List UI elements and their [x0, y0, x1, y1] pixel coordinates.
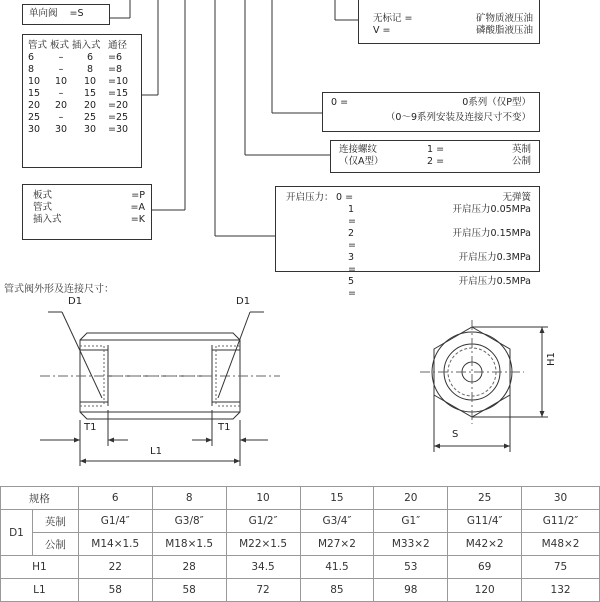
size-cell: 20 [83, 100, 97, 111]
imperial-cell: G3/4″ [300, 510, 374, 533]
size-cell: 8 [28, 64, 35, 75]
table-row [1, 533, 600, 556]
imperial-label-cell: 英制 [32, 510, 78, 533]
size-cell: 25 [83, 112, 97, 123]
table-row [1, 510, 600, 533]
size-cell: 20 [54, 100, 68, 111]
imperial-cell: G1/4″ [78, 510, 152, 533]
h1-label: H1 [546, 352, 557, 366]
header-cell: 规格 [1, 487, 79, 510]
table-row [1, 487, 600, 510]
metric-cell: M18×1.5 [152, 533, 226, 556]
pressure-code: 3 = [348, 252, 356, 275]
thread-code: 2 = [427, 156, 445, 167]
pressure-code: 0 = [336, 192, 354, 203]
imperial-cell: G11/4″ [448, 510, 522, 533]
size-cell: 20 [374, 487, 448, 510]
size-cell: 15 [28, 88, 41, 99]
l1-cell: 85 [300, 579, 374, 602]
metric-cell: M14×1.5 [78, 533, 152, 556]
metric-cell: M22×1.5 [226, 533, 300, 556]
l1-cell: 58 [78, 579, 152, 602]
check-valve-label: 单向阀 [29, 8, 58, 19]
size-cell: 15 [300, 487, 374, 510]
h1-cell: 41.5 [300, 556, 374, 579]
t1-right-label: T1 [218, 422, 231, 433]
metric-cell: M42×2 [448, 533, 522, 556]
h1-cell: 22 [78, 556, 152, 579]
l1-cell: 72 [226, 579, 300, 602]
h1-cell: 53 [374, 556, 448, 579]
mount-code: =A [130, 202, 145, 213]
mount-label: 插入式 [33, 214, 62, 225]
l1-label: L1 [150, 446, 162, 457]
pressure-desc: 开启压力0.5MPa [458, 276, 531, 287]
h1-label-cell: H1 [1, 556, 79, 579]
size-cell: 6 [86, 52, 94, 63]
imperial-cell: G3/8″ [152, 510, 226, 533]
size-cell: 20 [28, 100, 41, 111]
l1-cell: 132 [522, 579, 600, 602]
size-cell: 10 [54, 76, 68, 87]
d1-cell: D1 [1, 510, 33, 556]
s-label: S [452, 429, 459, 440]
size-cell: 10 [28, 76, 41, 87]
l1-cell: 58 [152, 579, 226, 602]
mount-label: 板式 [33, 190, 53, 201]
end-view-arrows [434, 327, 545, 449]
size-header: 通径 [108, 40, 128, 51]
size-cell: 30 [54, 124, 68, 135]
size-cell: 15 [83, 88, 97, 99]
mount-code: =K [130, 214, 145, 225]
spec-table [0, 486, 600, 602]
table-row [1, 556, 600, 579]
l1-cell: 120 [448, 579, 522, 602]
size-cell: 25 [28, 112, 41, 123]
metric-label-cell: 公制 [32, 533, 78, 556]
series-zero: 0 = [331, 97, 349, 108]
mount-code: =P [131, 190, 145, 201]
series-label: 0系列（仅P型） [462, 97, 531, 108]
pressure-desc: 开启压力0.15MPa [452, 228, 531, 239]
size-cell: =6 [108, 52, 123, 63]
pressure-desc: 开启压力0.05MPa [452, 204, 531, 215]
h1-cell: 75 [522, 556, 600, 579]
size-cell: 30 [83, 124, 97, 135]
size-header: 管式 [28, 40, 48, 51]
thread-code: 1 = [427, 144, 445, 155]
size-cell: 6 [78, 487, 152, 510]
table-row [1, 579, 600, 602]
h1-cell: 34.5 [226, 556, 300, 579]
size-cell: 6 [28, 52, 35, 63]
series-note: （0～9系列安装及连接尺寸不变） [385, 112, 531, 123]
t1-left-label: T1 [84, 422, 97, 433]
check-valve-code: =S [69, 8, 84, 19]
d1-right-label: D1 [236, 296, 251, 307]
pressure-desc: 无弹簧 [502, 192, 531, 203]
imperial-cell: G11/2″ [522, 510, 600, 533]
size-cell: – [58, 52, 64, 63]
size-cell: 30 [522, 487, 600, 510]
size-cell: =25 [108, 112, 129, 123]
h1-cell: 28 [152, 556, 226, 579]
size-header: 插入式 [72, 40, 101, 51]
oil-code: V = [373, 25, 391, 36]
thread-note: （仅A型） [339, 156, 384, 167]
pressure-code: 5 = [348, 276, 356, 299]
thread-desc: 英制 [511, 144, 531, 155]
mount-label: 管式 [33, 202, 53, 213]
metric-cell: M27×2 [300, 533, 374, 556]
size-cell: 10 [83, 76, 97, 87]
thread-desc: 公制 [511, 156, 531, 167]
h1-cell: 69 [448, 556, 522, 579]
size-cell: 30 [28, 124, 41, 135]
oil-code: 无标记 = [373, 13, 413, 24]
size-cell: – [58, 64, 64, 75]
pressure-desc: 开启压力0.3MPa [458, 252, 531, 263]
pressure-label: 开启压力： [286, 192, 334, 203]
side-view [40, 312, 280, 466]
imperial-cell: G1/2″ [226, 510, 300, 533]
imperial-cell: G1″ [374, 510, 448, 533]
size-cell: =10 [108, 76, 129, 87]
oil-desc: 磷酸脂液压油 [475, 25, 533, 36]
d1-left-label: D1 [68, 296, 83, 307]
metric-cell: M33×2 [374, 533, 448, 556]
size-cell: =15 [108, 88, 129, 99]
l1-label-cell: L1 [1, 579, 79, 602]
size-cell: =20 [108, 100, 129, 111]
size-cell: =8 [108, 64, 123, 75]
drawing-section-title: 管式阀外形及连接尺寸： [4, 284, 114, 295]
size-cell: =30 [108, 124, 129, 135]
pressure-code: 2 = [348, 228, 356, 251]
end-view [420, 320, 548, 452]
pressure-code: 1 = [348, 204, 356, 227]
size-cell: 8 [86, 64, 94, 75]
metric-cell: M48×2 [522, 533, 600, 556]
oil-desc: 矿物质液压油 [475, 13, 533, 24]
l1-cell: 98 [374, 579, 448, 602]
size-cell: – [58, 112, 64, 123]
size-cell: 25 [448, 487, 522, 510]
size-cell: 8 [152, 487, 226, 510]
size-header: 板式 [50, 40, 70, 51]
thread-label: 连接螺纹 [339, 144, 378, 155]
size-cell: – [58, 88, 64, 99]
size-cell: 10 [226, 487, 300, 510]
